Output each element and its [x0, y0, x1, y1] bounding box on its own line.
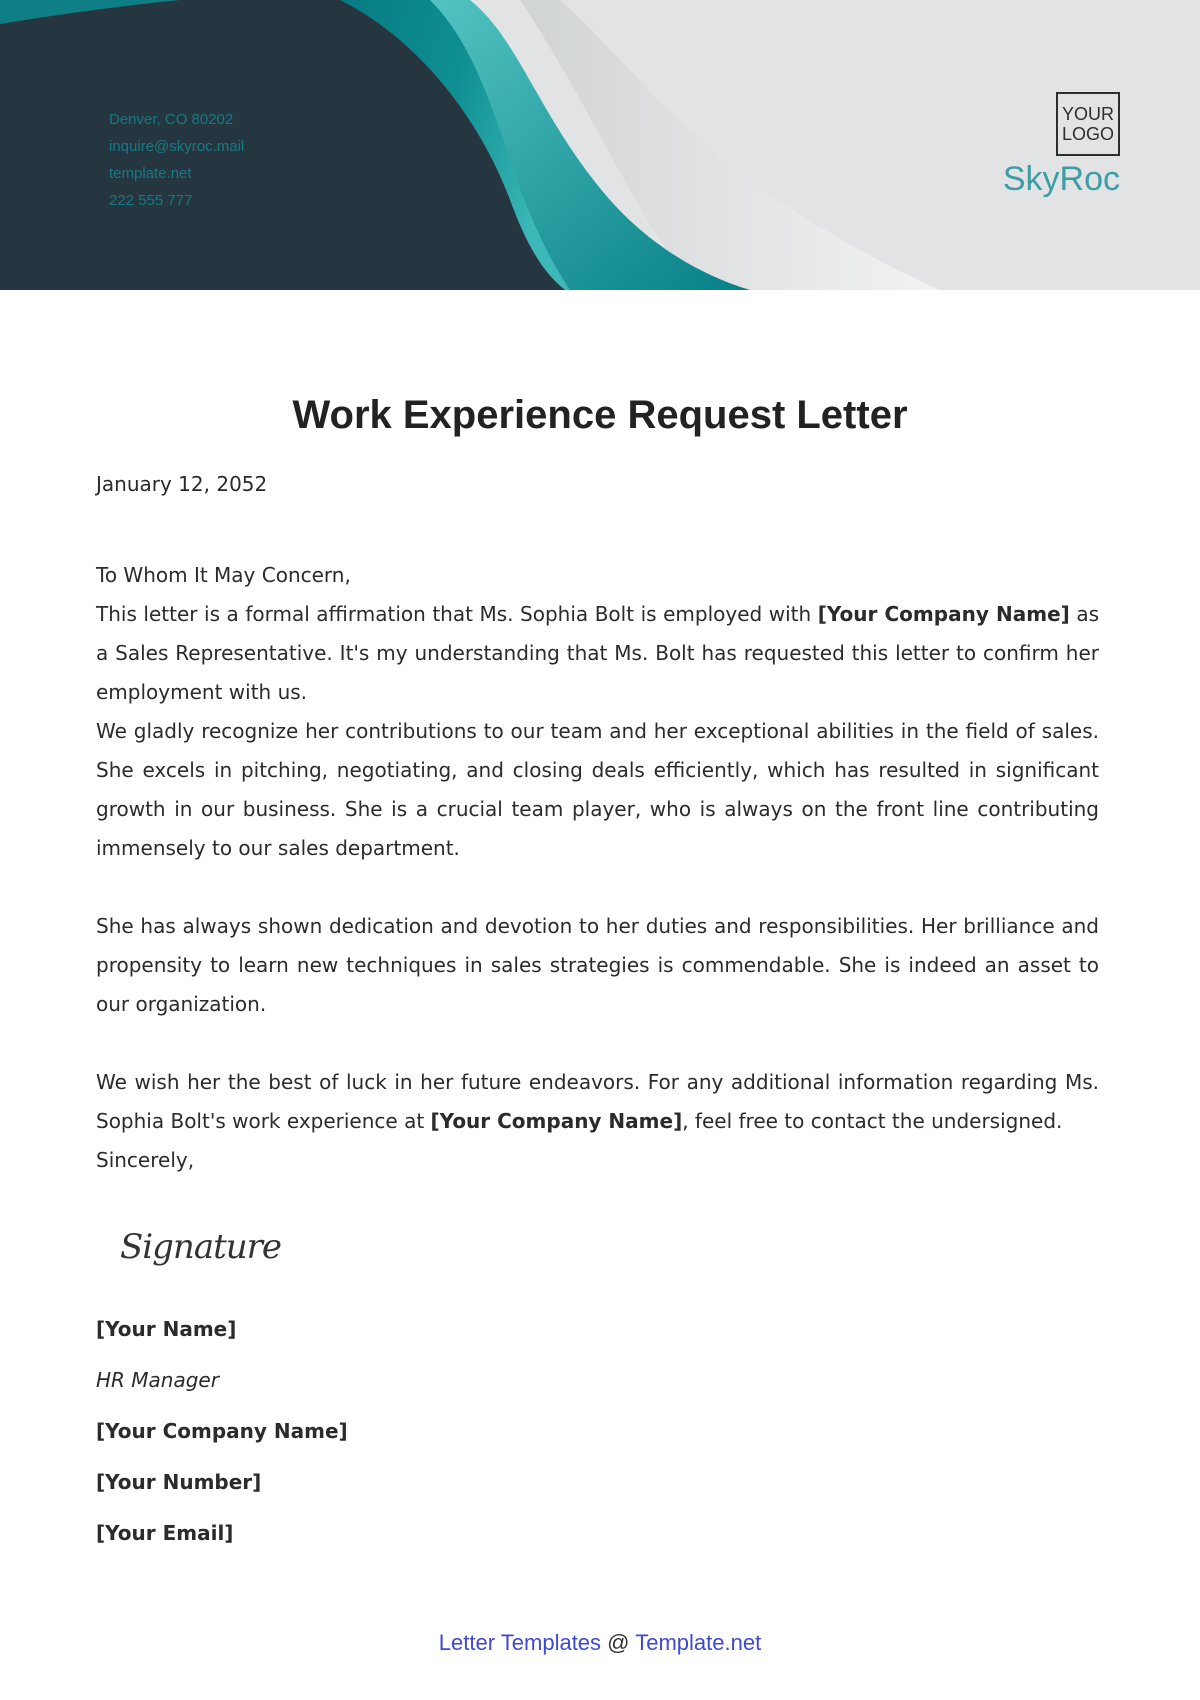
sender-company: [Your Company Name] — [96, 1419, 348, 1443]
logo-line-1: YOUR — [1061, 104, 1114, 124]
paragraph-1-text-a: This letter is a formal affirmation that Ms. Sophia Bolt is employed with — [96, 602, 818, 626]
company-name-placeholder: [Your Company Name] — [817, 602, 1070, 626]
contact-address: Denver, CO 80202 — [109, 111, 234, 128]
sender-email: [Your Email] — [96, 1521, 234, 1545]
sender-name: [Your Name] — [96, 1317, 237, 1341]
contact-website[interactable]: template.net — [109, 165, 192, 182]
company-logo — [1056, 92, 1120, 156]
sender-number: [Your Number] — [96, 1470, 262, 1494]
letter-closing: Sincerely, — [96, 1148, 195, 1172]
paragraph-2: We gladly recognize her contributions to our team and her exceptional abilities in the field of sales. She excels in pitching, negotiating, and closing deals efficiently, which has resulted in significant growth in our business. She is a crucial team player, who is always on the front line contributing immensely to our sales department. — [96, 719, 1099, 860]
paragraph-4 — [96, 1063, 1099, 1141]
footer-separator: @ — [601, 1630, 636, 1655]
letter-greeting: To Whom It May Concern, — [96, 563, 351, 587]
paragraph-4-text-b: , feel free to contact the undersigned. — [682, 1109, 1063, 1133]
footer-credit — [0, 1630, 1200, 1656]
paragraph-1-text-b: as a Sales Representative. It's my understanding that Ms. Bolt has requested this letter to confirm her employment with us. — [96, 602, 1099, 704]
letter-date: January 12, 2052 — [96, 472, 268, 496]
contact-phone: 222 555 777 — [109, 192, 193, 209]
logo-line-2: LOGO — [1061, 124, 1114, 144]
paragraph-4-text-a: We wish her the best of luck in her future endeavors. For any additional information regarding Ms. Sophia Bolt's work experience at — [96, 1070, 1099, 1133]
company-name-placeholder: [Your Company Name] — [430, 1109, 683, 1133]
letter-title: Work Experience Request Letter — [292, 393, 908, 437]
contact-email[interactable]: inquire@skyroc.mail — [109, 138, 245, 155]
signature-image: Signature — [120, 1227, 282, 1267]
footer-link-template-net[interactable]: Template.net — [635, 1630, 762, 1655]
paragraph-1 — [96, 595, 1099, 712]
sender-role: HR Manager — [96, 1368, 219, 1392]
paragraph-3: She has always shown dedication and devotion to her duties and responsibilities. Her brilliance and propensity to learn new techniques in sales strategies is commendable. She is indeed an asset to our organization. — [96, 914, 1099, 1016]
brand-name: SkyRoc — [1002, 160, 1120, 198]
sender-details — [96, 1314, 1099, 1569]
letter-body — [96, 466, 1099, 1569]
footer-link-letter-templates[interactable]: Letter Templates — [438, 1630, 602, 1655]
letterhead-banner — [0, 0, 1200, 290]
contact-info — [109, 106, 244, 214]
